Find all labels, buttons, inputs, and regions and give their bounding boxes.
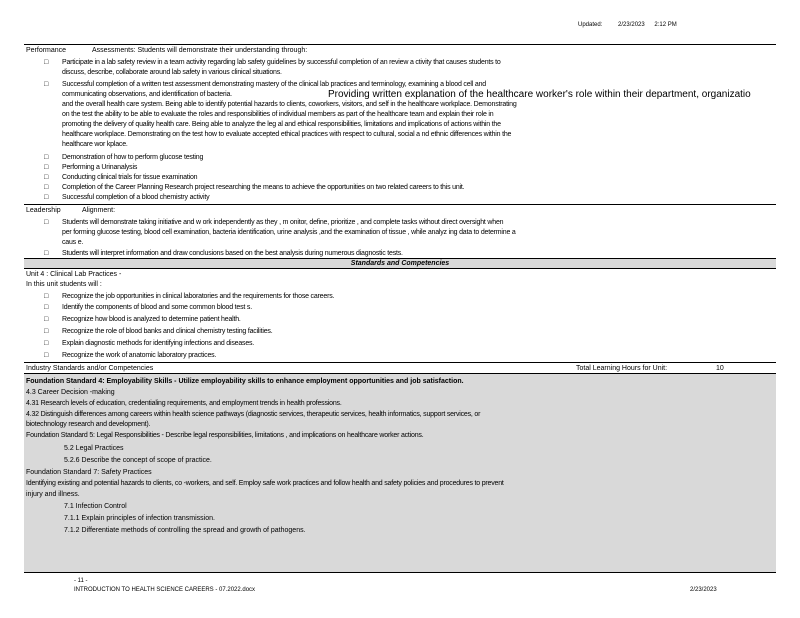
standard-heading: Foundation Standard 7: Safety Practices: [26, 469, 152, 476]
checkbox-bullet-icon: □: [44, 316, 49, 323]
performance-item-cont: discuss, describe, collaborate around lab safety in various clinical situations.: [62, 69, 282, 76]
checkbox-bullet-icon: □: [44, 81, 49, 88]
leadership-label: Leadership: [26, 207, 61, 214]
leadership-item: Students will interpret information and draw conclusions based on the best analysis during numerous diagnostic tests.: [62, 250, 403, 257]
standard-line: 7.1.2 Differentiate methods of controlling the spread and growth of pathogens.: [64, 527, 306, 534]
standard-line: 7.1.1 Explain principles of infection transmission.: [64, 515, 215, 522]
checkbox-bullet-icon: □: [44, 174, 49, 181]
unit-objective: Explain diagnostic methods for identifying infections and diseases.: [62, 340, 255, 347]
performance-item-cont: promoting the delivery of quality health care. Being able to analyze the leg al and ethical responsibilities, limitations and implications of actions within the: [62, 121, 501, 128]
checkbox-bullet-icon: □: [44, 184, 49, 191]
performance-top-rule: [24, 44, 776, 45]
performance-item-cont: healthcare wor kplace.: [62, 141, 128, 148]
checkbox-bullet-icon: □: [44, 250, 49, 257]
page-number: - 11 -: [74, 578, 88, 584]
performance-item: Performing a Urinanalysis: [62, 164, 138, 171]
standard-line: 4.3 Career Decision -making: [26, 389, 115, 396]
standard-line: Identifying existing and potential hazards to clients, co -workers, and self. Employ safe work practices and follow health and safety policies and procedures to prevent: [26, 480, 504, 487]
unit-objective: Recognize the work of anatomic laboratory practices.: [62, 352, 217, 359]
standards-bottom-rule: [24, 268, 776, 269]
unit-title: Unit 4 : Clinical Lab Practices -: [26, 271, 122, 278]
total-hours-label: Total Learning Hours for Unit:: [576, 365, 668, 372]
standard-line: 4.32 Distinguish differences among careers within health science pathways (diagnostic services, therapeutic services, health informatics, support services, or: [26, 411, 481, 418]
performance-item: Successful completion of a blood chemistry activity: [62, 194, 210, 201]
leadership-item-cont: per forming glucose testing, blood cell examination, bacteria identification, urine analysis ,and the examination of tissue , while analyz ing data to determine a: [62, 229, 516, 236]
unit-objective: Recognize the job opportunities in clinical laboratories and the requirements for those careers.: [62, 293, 335, 300]
updated-time: 2:12 PM: [654, 22, 677, 28]
standard-line: 5.2.6 Describe the concept of scope of practice.: [64, 457, 212, 464]
footer-file-name: INTRODUCTION TO HEALTH SCIENCE CAREERS - 07.2022.docx: [74, 587, 256, 593]
performance-item: Completion of the Career Planning Research project researching the means to achieve the opportunities on two related careers to this unit.: [62, 184, 465, 191]
unit-objective: Identify the components of blood and some common blood test s.: [62, 304, 252, 311]
leadership-item-cont: caus e.: [62, 239, 84, 246]
footer-date: 2/23/2023: [690, 587, 717, 593]
unit-objective: Recognize the role of blood banks and clinical chemistry testing facilities.: [62, 328, 273, 335]
checkbox-bullet-icon: □: [44, 352, 49, 359]
unit-intro: In this unit students will :: [26, 281, 102, 288]
leadership-top-rule: [24, 204, 776, 205]
industry-top-rule: [24, 362, 776, 363]
performance-item: Conducting clinical trials for tissue examination: [62, 174, 198, 181]
standard-line: 5.2 Legal Practices: [64, 445, 124, 452]
performance-item: Demonstration of how to perform glucose testing: [62, 154, 204, 161]
checkbox-bullet-icon: □: [44, 164, 49, 171]
standard-line: 7.1 Infection Control: [64, 503, 127, 510]
performance-item-cont: and the overall health care system. Being able to identify potential hazards to clients, coworkers, visitors, and self in the healthcare workplace. Demonstrating: [62, 101, 517, 108]
performance-item-cont: healthcare workplace. Demonstrating on the test how to evaluate accepted ethical practices with respect to cultural, social a nd ethnic differences within the: [62, 131, 512, 138]
standard-line: injury and illness.: [26, 491, 80, 498]
checkbox-bullet-icon: □: [44, 328, 49, 335]
total-hours-value: 10: [716, 365, 724, 372]
standard-heading: Foundation Standard 5: Legal Responsibilities - Describe legal responsibilities, limitations , and implications on healthcare worker actions.: [26, 432, 424, 439]
performance-item-cont: on the test the ability to be able to evaluate the roles and responsibilities of individual members as part of the healthcare team and explain their role in: [62, 111, 494, 118]
industry-bottom-rule: [24, 572, 776, 573]
performance-item: Participate in a lab safety review in a team activity regarding lab safety guidelines by successful completion of an review a ctivity that causes students to: [62, 59, 501, 66]
performance-label: Performance: [26, 47, 67, 54]
leadership-alignment: Alignment:: [82, 207, 116, 214]
performance-item-cont: communicating observations, and identification of bacteria.: [62, 91, 232, 98]
standard-line: biotechnology research and development).: [26, 421, 151, 428]
updated-label: Updated:: [578, 22, 603, 28]
performance-intro: Assessments: Students will demonstrate their understanding through:: [92, 47, 308, 54]
leadership-item: Students will demonstrate taking initiative and w ork independently as they , m onitor, define, prioritize , and complete tasks without direct oversight when: [62, 219, 504, 226]
checkbox-bullet-icon: □: [44, 293, 49, 300]
industry-label: Industry Standards and/or Competencies: [26, 365, 154, 372]
checkbox-bullet-icon: □: [44, 340, 49, 347]
unit-objective: Recognize how blood is analyzed to determine patient health.: [62, 316, 241, 323]
checkbox-bullet-icon: □: [44, 59, 49, 66]
updated-date: 2/23/2023: [618, 22, 645, 28]
checkbox-bullet-icon: □: [44, 154, 49, 161]
standard-heading: Foundation Standard 4: Employability Skills - Utilize employability skills to enhance employment opportunities and job satisfaction.: [26, 378, 464, 385]
checkbox-bullet-icon: □: [44, 304, 49, 311]
performance-item-emphasis: Providing written explanation of the healthcare worker's role within their department, organizatio: [328, 89, 751, 100]
updated-header: [578, 22, 677, 28]
checkbox-bullet-icon: □: [44, 194, 49, 201]
standards-banner: Standards and Competencies: [350, 260, 450, 267]
performance-item: Successful completion of a written test assessment demonstrating mastery of the clinical lab practices and terminology, examining a blood cell and: [62, 81, 486, 88]
checkbox-bullet-icon: □: [44, 219, 49, 226]
standard-line: 4.31 Research levels of education, credentialing requirements, and employment trends in health professions.: [26, 400, 342, 407]
